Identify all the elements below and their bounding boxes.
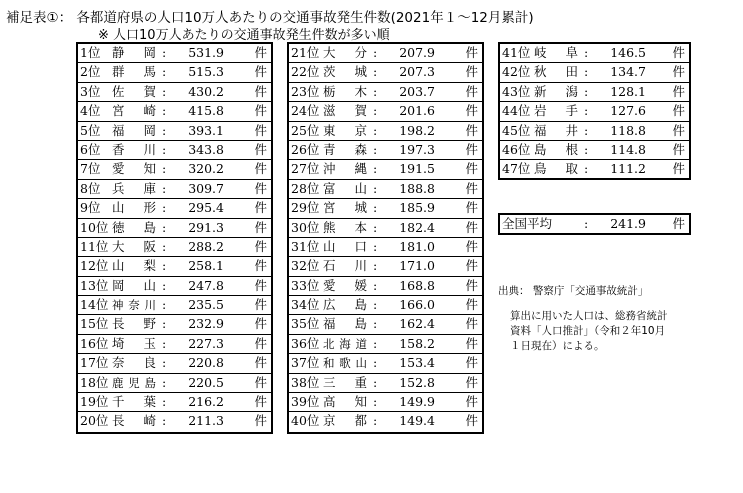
accident-rate-value: 171.0	[399, 258, 435, 274]
national-average-value: 241.9	[610, 216, 646, 231]
ranking-row	[289, 160, 482, 179]
unit-label: 件	[672, 141, 685, 157]
national-average-unit: 件	[672, 216, 685, 231]
rank-label: 27位	[291, 161, 320, 177]
colon: :	[162, 45, 167, 60]
prefecture-name: 山形	[112, 200, 156, 216]
prefecture-name: 奈良	[112, 355, 156, 371]
ranking-row	[289, 412, 482, 431]
ranking-row	[500, 44, 689, 63]
prefecture-name: 山梨	[112, 258, 156, 274]
prefecture-name: 新潟	[534, 83, 578, 99]
colon: :	[373, 316, 378, 332]
unit-label: 件	[465, 335, 478, 351]
unit-label: 件	[254, 103, 267, 119]
prefecture-name: 長野	[112, 316, 156, 332]
prefecture-name: 大分	[323, 45, 367, 60]
accident-rate-value: 207.3	[399, 64, 435, 80]
colon: :	[162, 335, 167, 351]
accident-rate-value: 247.8	[188, 277, 224, 293]
unit-label: 件	[254, 258, 267, 274]
rank-label: 2位	[80, 64, 101, 80]
unit-label: 件	[465, 141, 478, 157]
unit-label: 件	[672, 45, 685, 60]
rank-label: 46位	[502, 141, 531, 157]
rank-label: 25位	[291, 122, 320, 138]
accident-rate-value: 295.4	[188, 200, 224, 216]
ranking-row	[500, 122, 689, 141]
accident-rate-value: 146.5	[610, 45, 646, 60]
prefecture-name: 神奈川	[112, 298, 156, 313]
colon: :	[373, 355, 378, 371]
accident-rate-value: 152.8	[399, 374, 435, 390]
prefecture-name: 京都	[323, 413, 367, 429]
prefecture-name: 東京	[323, 122, 367, 138]
accident-rate-value: 515.3	[188, 64, 224, 80]
colon: :	[162, 180, 167, 196]
prefecture-name: 岡山	[112, 277, 156, 293]
ranking-row	[289, 199, 482, 218]
ranking-row	[289, 296, 482, 315]
rank-label: 18位	[80, 374, 109, 390]
rank-label: 45位	[502, 122, 531, 138]
unit-label: 件	[254, 297, 267, 313]
unit-label: 件	[254, 277, 267, 293]
unit-label: 件	[254, 374, 267, 390]
accident-rate-value: 181.0	[399, 238, 435, 254]
unit-label: 件	[254, 238, 267, 254]
colon: :	[162, 374, 167, 390]
rank-label: 3位	[80, 83, 101, 99]
prefecture-name: 徳島	[112, 219, 156, 235]
ranking-row	[289, 393, 482, 412]
unit-label: 件	[672, 161, 685, 177]
unit-label: 件	[465, 238, 478, 254]
ranking-row	[78, 44, 271, 63]
ranking-row	[78, 63, 271, 82]
unit-label: 件	[254, 355, 267, 371]
accident-rate-value: 288.2	[188, 238, 224, 254]
unit-label: 件	[672, 64, 685, 80]
colon: :	[373, 374, 378, 390]
prefecture-name: 石川	[323, 258, 367, 274]
accident-rate-value: 430.2	[188, 83, 224, 99]
ranking-row	[78, 102, 271, 121]
prefecture-name: 鹿児島	[112, 375, 156, 390]
ranking-row	[289, 102, 482, 121]
accident-rate-value: 227.3	[188, 335, 224, 351]
ranking-row	[78, 257, 271, 276]
accident-rate-value: 111.2	[610, 161, 646, 177]
note-line: 算出に用いた人口は、総務省統計	[510, 310, 668, 322]
colon: :	[584, 161, 589, 177]
unit-label: 件	[465, 316, 478, 332]
page-subtitle: ※ 人口10万人あたりの交通事故発生件数が多い順	[98, 28, 390, 43]
rank-label: 39位	[291, 394, 320, 410]
prefecture-name: 愛媛	[323, 277, 367, 293]
colon: :	[162, 64, 167, 80]
accident-rate-value: 166.0	[399, 297, 435, 313]
ranking-row	[289, 122, 482, 141]
accident-rate-value: 232.9	[188, 316, 224, 332]
rank-label: 28位	[291, 180, 320, 196]
colon: :	[373, 180, 378, 196]
rank-label: 4位	[80, 103, 101, 119]
rank-label: 11位	[80, 238, 109, 254]
accident-rate-value: 258.1	[188, 258, 224, 274]
unit-label: 件	[465, 83, 478, 99]
unit-label: 件	[672, 103, 685, 119]
ranking-table-21-40	[287, 42, 484, 434]
prefecture-name: 富山	[323, 180, 367, 196]
colon: :	[162, 355, 167, 371]
ranking-row	[289, 257, 482, 276]
unit-label: 件	[465, 45, 478, 60]
ranking-row	[289, 335, 482, 354]
accident-rate-value: 128.1	[610, 83, 646, 99]
prefecture-name: 福岡	[112, 122, 156, 138]
ranking-row	[500, 63, 689, 82]
colon: :	[373, 64, 378, 80]
colon: :	[584, 141, 589, 157]
national-average-label: 全国平均	[502, 216, 553, 231]
unit-label: 件	[465, 200, 478, 216]
colon: :	[373, 200, 378, 216]
accident-rate-value: 415.8	[188, 103, 224, 119]
unit-label: 件	[254, 64, 267, 80]
rank-label: 35位	[291, 316, 320, 332]
ranking-row	[78, 160, 271, 179]
accident-rate-value: 211.3	[188, 413, 224, 429]
colon: :	[162, 413, 167, 429]
accident-rate-value: 197.3	[399, 141, 435, 157]
accident-rate-value: 216.2	[188, 394, 224, 410]
colon: :	[584, 103, 589, 119]
unit-label: 件	[254, 200, 267, 216]
ranking-row	[78, 296, 271, 315]
accident-rate-value: 149.9	[399, 394, 435, 410]
ranking-row	[78, 122, 271, 141]
prefecture-name: 青森	[323, 141, 367, 157]
colon: :	[162, 258, 167, 274]
unit-label: 件	[465, 161, 478, 177]
accident-rate-value: 162.4	[399, 316, 435, 332]
colon: :	[373, 297, 378, 313]
ranking-row	[78, 393, 271, 412]
ranking-row	[289, 219, 482, 238]
prefecture-name: 岐阜	[534, 45, 578, 60]
rank-label: 9位	[80, 200, 101, 216]
ranking-table-41-47	[498, 42, 691, 180]
prefecture-name: 兵庫	[112, 180, 156, 196]
unit-label: 件	[465, 394, 478, 410]
accident-rate-value: 207.9	[399, 45, 435, 60]
accident-rate-value: 309.7	[188, 180, 224, 196]
prefecture-name: 沖縄	[323, 161, 367, 177]
prefecture-name: 愛知	[112, 161, 156, 177]
note-line: 資料「人口推計」（令和２年10月	[510, 325, 666, 337]
rank-label: 40位	[291, 413, 320, 429]
ranking-row	[289, 374, 482, 393]
ranking-row	[289, 63, 482, 82]
prefecture-name: 熊本	[323, 219, 367, 235]
colon: :	[373, 122, 378, 138]
rank-label: 15位	[80, 316, 109, 332]
prefecture-name: 高知	[323, 394, 367, 410]
colon: :	[373, 277, 378, 293]
ranking-row	[500, 141, 689, 160]
colon: :	[373, 238, 378, 254]
ranking-row	[78, 335, 271, 354]
rank-label: 19位	[80, 394, 109, 410]
ranking-row	[78, 180, 271, 199]
colon: :	[373, 258, 378, 274]
colon: :	[373, 141, 378, 157]
rank-label: 7位	[80, 161, 101, 177]
prefecture-name: 和歌山	[323, 356, 367, 371]
accident-rate-value: 127.6	[610, 103, 646, 119]
unit-label: 件	[465, 122, 478, 138]
accident-rate-value: 185.9	[399, 200, 435, 216]
rank-label: 30位	[291, 219, 320, 235]
colon: :	[162, 238, 167, 254]
rank-label: 5位	[80, 122, 101, 138]
ranking-row	[289, 83, 482, 102]
colon: :	[162, 103, 167, 119]
prefecture-name: 栃木	[323, 83, 367, 99]
prefecture-name: 群馬	[112, 64, 156, 80]
unit-label: 件	[465, 374, 478, 390]
rank-label: 43位	[502, 83, 531, 99]
colon: :	[162, 394, 167, 410]
colon: :	[584, 45, 589, 60]
ranking-row	[289, 180, 482, 199]
unit-label: 件	[254, 141, 267, 157]
prefecture-name: 北海道	[323, 336, 367, 351]
unit-label: 件	[672, 122, 685, 138]
ranking-row	[289, 44, 482, 63]
prefecture-name: 三重	[323, 374, 367, 390]
unit-label: 件	[254, 219, 267, 235]
rank-label: 23位	[291, 83, 320, 99]
unit-label: 件	[254, 413, 267, 429]
colon: :	[162, 161, 167, 177]
colon: :	[162, 219, 167, 235]
unit-label: 件	[672, 83, 685, 99]
rank-label: 12位	[80, 258, 109, 274]
unit-label: 件	[465, 413, 478, 429]
ranking-row	[78, 354, 271, 373]
accident-rate-value: 235.5	[188, 297, 224, 313]
ranking-row	[500, 83, 689, 102]
unit-label: 件	[254, 161, 267, 177]
accident-rate-value: 320.2	[188, 161, 224, 177]
accident-rate-value: 182.4	[399, 219, 435, 235]
colon: :	[373, 45, 378, 60]
accident-rate-value: 291.3	[188, 219, 224, 235]
ranking-row	[289, 315, 482, 334]
prefecture-name: 千葉	[112, 394, 156, 410]
accident-rate-value: 168.8	[399, 277, 435, 293]
unit-label: 件	[254, 180, 267, 196]
prefecture-name: 茨城	[323, 64, 367, 80]
rank-label: 24位	[291, 103, 320, 119]
accident-rate-value: 134.7	[610, 64, 646, 80]
ranking-row	[78, 315, 271, 334]
colon: :	[162, 277, 167, 293]
rank-label: 31位	[291, 238, 320, 254]
unit-label: 件	[254, 45, 267, 60]
colon: :	[373, 103, 378, 119]
unit-label: 件	[465, 219, 478, 235]
unit-label: 件	[254, 394, 267, 410]
rank-label: 10位	[80, 219, 109, 235]
ranking-row	[289, 238, 482, 257]
prefecture-name: 福井	[534, 122, 578, 138]
colon: :	[162, 297, 167, 313]
rank-label: 44位	[502, 103, 531, 119]
rank-label: 26位	[291, 141, 320, 157]
prefecture-name: 静岡	[112, 45, 156, 60]
ranking-table-1-20	[76, 42, 273, 434]
rank-label: 22位	[291, 64, 320, 80]
rank-label: 41位	[502, 45, 531, 60]
colon: :	[584, 216, 589, 231]
prefecture-name: 宮崎	[112, 103, 156, 119]
prefecture-name: 広島	[323, 297, 367, 313]
colon: :	[162, 122, 167, 138]
prefecture-name: 秋田	[534, 64, 578, 80]
prefecture-name: 埼玉	[112, 335, 156, 351]
colon: :	[162, 83, 167, 99]
unit-label: 件	[465, 297, 478, 313]
rank-label: 34位	[291, 297, 320, 313]
unit-label: 件	[465, 355, 478, 371]
unit-label: 件	[465, 258, 478, 274]
accident-rate-value: 203.7	[399, 83, 435, 99]
unit-label: 件	[465, 64, 478, 80]
unit-label: 件	[254, 83, 267, 99]
rank-label: 47位	[502, 161, 531, 177]
accident-rate-value: 198.2	[399, 122, 435, 138]
colon: :	[373, 394, 378, 410]
prefecture-name: 滋賀	[323, 103, 367, 119]
colon: :	[162, 200, 167, 216]
accident-rate-value: 343.8	[188, 141, 224, 157]
colon: :	[584, 122, 589, 138]
ranking-row	[289, 354, 482, 373]
accident-rate-value: 158.2	[399, 335, 435, 351]
colon: :	[373, 335, 378, 351]
ranking-row	[78, 238, 271, 257]
ranking-row	[78, 374, 271, 393]
population-note	[510, 309, 668, 354]
rank-label: 20位	[80, 413, 109, 429]
rank-label: 38位	[291, 374, 320, 390]
prefecture-name: 佐賀	[112, 83, 156, 99]
accident-rate-value: 220.8	[188, 355, 224, 371]
accident-rate-value: 188.8	[399, 180, 435, 196]
accident-rate-value: 118.8	[610, 122, 646, 138]
national-average-box	[498, 213, 691, 235]
unit-label: 件	[254, 335, 267, 351]
rank-label: 21位	[291, 45, 320, 60]
colon: :	[162, 141, 167, 157]
rank-label: 1位	[80, 45, 101, 60]
colon: :	[162, 316, 167, 332]
prefecture-name: 福島	[323, 316, 367, 332]
ranking-row	[500, 160, 689, 179]
prefecture-name: 島根	[534, 141, 578, 157]
rank-label: 29位	[291, 200, 320, 216]
colon: :	[373, 219, 378, 235]
page-title: 補足表①： 各都道府県の人口10万人あたりの交通事故発生件数(2021年１～12月累計)	[6, 10, 534, 26]
prefecture-name: 香川	[112, 141, 156, 157]
note-line: １日現在）による。	[510, 340, 605, 352]
rank-label: 6位	[80, 141, 101, 157]
ranking-row	[78, 141, 271, 160]
rank-label: 42位	[502, 64, 531, 80]
rank-label: 37位	[291, 355, 320, 371]
ranking-row	[78, 219, 271, 238]
prefecture-name: 長崎	[112, 413, 156, 429]
unit-label: 件	[465, 277, 478, 293]
ranking-row	[289, 277, 482, 296]
unit-label: 件	[465, 180, 478, 196]
rank-label: 32位	[291, 258, 320, 274]
accident-rate-value: 191.5	[399, 161, 435, 177]
colon: :	[584, 83, 589, 99]
rank-label: 17位	[80, 355, 109, 371]
ranking-row	[500, 102, 689, 121]
ranking-row	[289, 141, 482, 160]
unit-label: 件	[254, 316, 267, 332]
prefecture-name: 宮城	[323, 200, 367, 216]
rank-label: 8位	[80, 180, 101, 196]
colon: :	[373, 413, 378, 429]
rank-label: 33位	[291, 277, 320, 293]
colon: :	[584, 64, 589, 80]
rank-label: 36位	[291, 335, 320, 351]
accident-rate-value: 114.8	[610, 141, 646, 157]
colon: :	[373, 83, 378, 99]
ranking-row	[78, 199, 271, 218]
prefecture-name: 大阪	[112, 238, 156, 254]
accident-rate-value: 220.5	[188, 374, 224, 390]
accident-rate-value: 201.6	[399, 103, 435, 119]
colon: :	[373, 161, 378, 177]
source-citation: 出典： 警察庁「交通事故統計」	[498, 285, 649, 297]
accident-rate-value: 531.9	[188, 45, 224, 60]
rank-label: 13位	[80, 277, 109, 293]
rank-label: 16位	[80, 335, 109, 351]
unit-label: 件	[254, 122, 267, 138]
accident-rate-value: 393.1	[188, 122, 224, 138]
ranking-row	[78, 412, 271, 431]
accident-rate-value: 149.4	[399, 413, 435, 429]
ranking-row	[78, 277, 271, 296]
prefecture-name: 鳥取	[534, 161, 578, 177]
rank-label: 14位	[80, 297, 109, 313]
accident-rate-value: 153.4	[399, 355, 435, 371]
ranking-row	[78, 83, 271, 102]
prefecture-name: 山口	[323, 238, 367, 254]
unit-label: 件	[465, 103, 478, 119]
prefecture-name: 岩手	[534, 103, 578, 119]
